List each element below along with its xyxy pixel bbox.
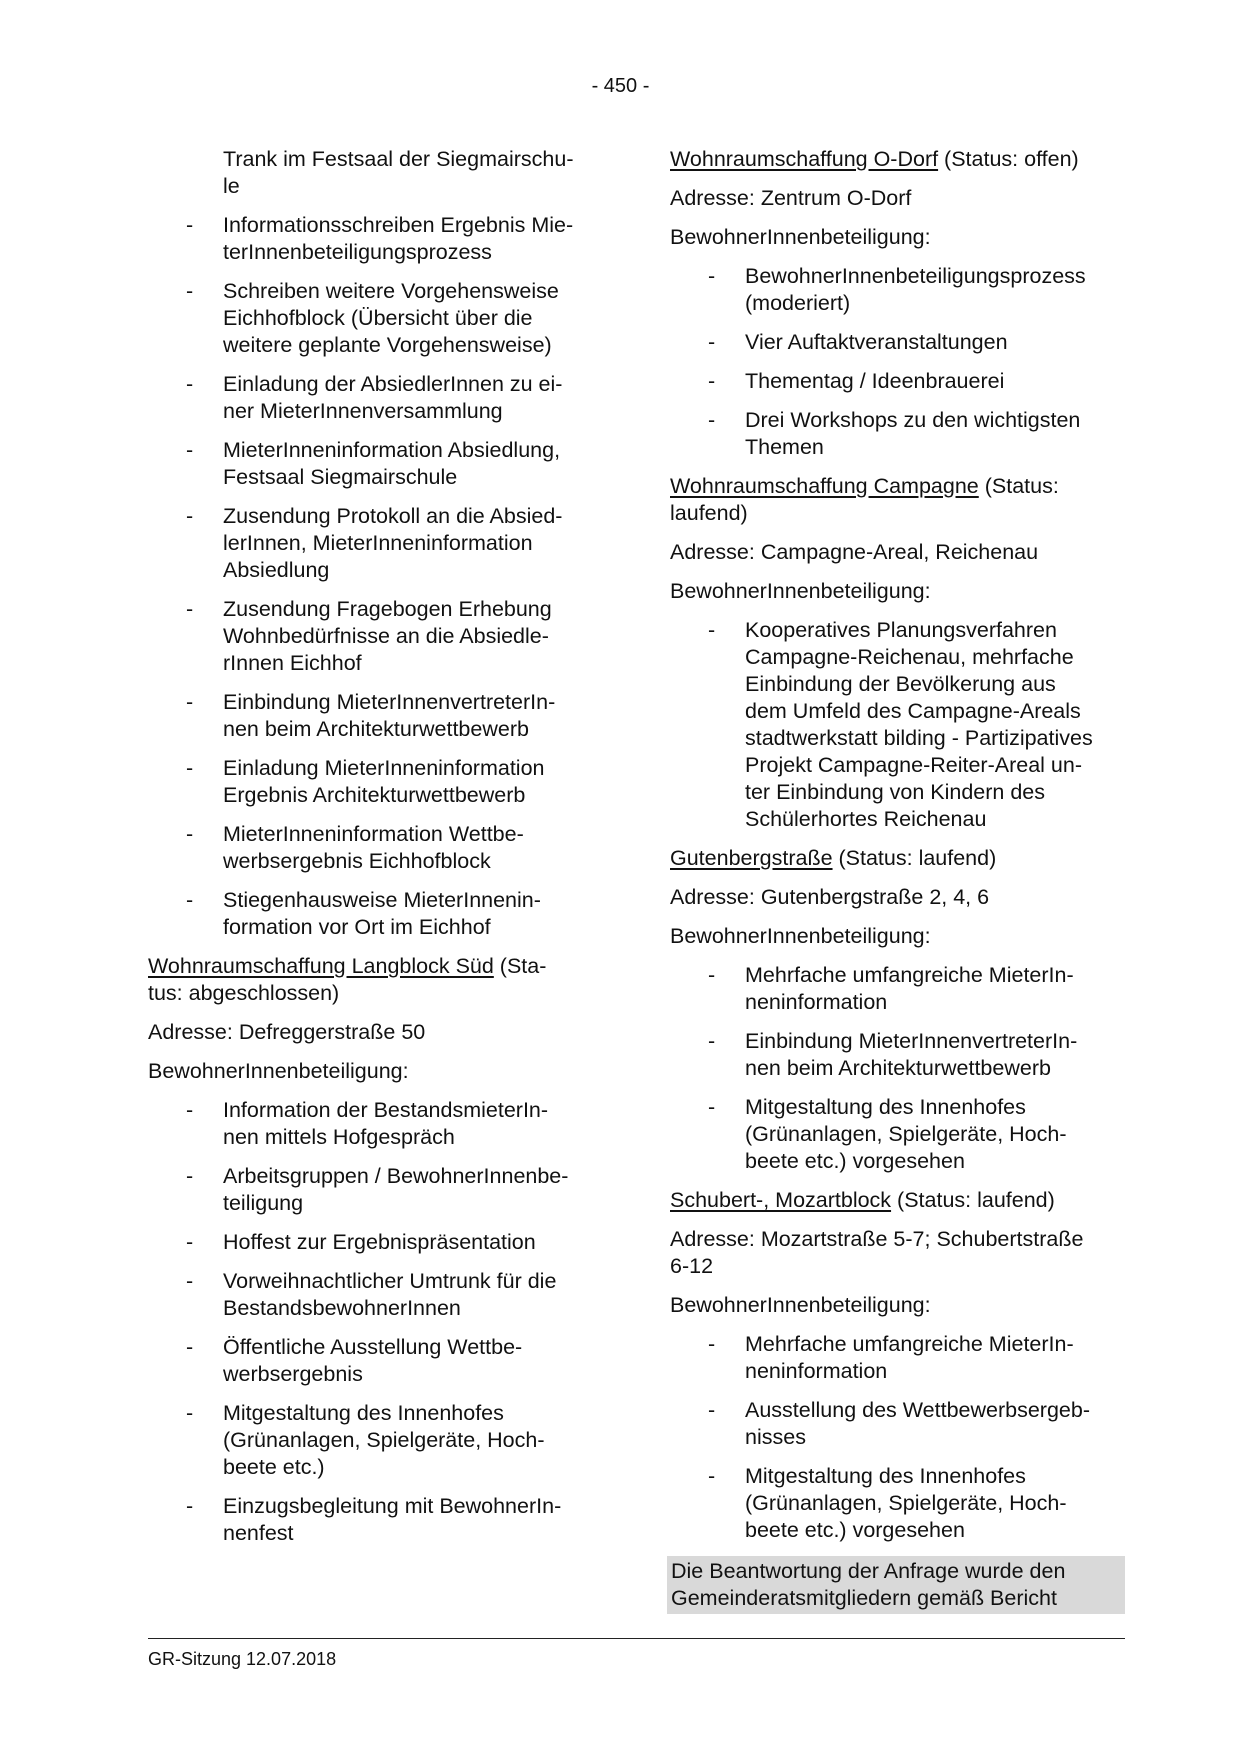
section-heading-langblock-sued <box>148 953 608 1007</box>
list-item: - Einladung MieterInneninformation Ergebnis Architekturwettbewerb <box>148 755 608 809</box>
list-item: - Information der BestandsmieterIn- nen mittels Hofgespräch <box>148 1097 608 1151</box>
footer-session-date: GR-Sitzung 12.07.2018 <box>148 1649 337 1669</box>
list-item: - Einbindung MieterInnenvertreterIn- nen beim Architekturwettbewerb <box>670 1028 1125 1082</box>
section-title-link[interactable]: Gutenbergstraße <box>670 846 833 870</box>
section-heading-gutenbergstrasse <box>670 845 1125 872</box>
list-item: - Informationsschreiben Ergebnis Mie- terInnenbeteiligungsprozess <box>148 212 608 266</box>
section-status: (Status: offen) <box>938 147 1079 171</box>
footer-divider <box>148 1638 1125 1639</box>
participation-label: BewohnerInnenbeteiligung: <box>148 1059 409 1083</box>
section-title-link[interactable]: Wohnraumschaffung O-Dorf <box>670 147 939 171</box>
section-heading-o-dorf <box>670 146 1125 173</box>
list-item: - Arbeitsgruppen / BewohnerInnenbe- teiligung <box>148 1163 608 1217</box>
right-column <box>670 146 1125 1626</box>
section-address: Adresse: Mozartstraße 5-7; Schubertstraße 6-12 <box>670 1227 1084 1278</box>
participation-list <box>670 1331 1125 1544</box>
left-bullet-list <box>148 212 608 941</box>
list-item: - Schreiben weitere Vorgehensweise Eichhofblock (Übersicht über die weitere geplante Vorgehensweise) <box>148 278 608 359</box>
list-item: - Einbindung MieterInnenvertreterIn- nen beim Architekturwettbewerb <box>148 689 608 743</box>
section-status: (Status: laufend) <box>670 474 1059 525</box>
section-status: (Status: laufend) <box>832 846 997 870</box>
participation-list <box>670 617 1125 833</box>
section-status: (Status: laufend) <box>891 1188 1055 1212</box>
list-item: - MieterInneninformation Absiedlung, Festsaal Siegmairschule <box>148 437 608 491</box>
list-item: - Thementag / Ideenbrauerei <box>670 368 1125 395</box>
left-column <box>148 146 608 1559</box>
list-item: - Ausstellung des Wettbewerbsergeb- nisses <box>670 1397 1125 1451</box>
participation-list <box>670 962 1125 1175</box>
list-item: - Mitgestaltung des Innenhofes (Grünanlagen, Spielgeräte, Hoch- beete etc.) <box>148 1400 608 1481</box>
list-item: - Zusendung Fragebogen Erhebung Wohnbedürfnisse an die Absiedle- rInnen Eichhof <box>148 596 608 677</box>
section-status: (Sta- tus: abgeschlossen) <box>148 954 547 1005</box>
participation-label: BewohnerInnenbeteiligung: <box>670 1293 931 1317</box>
section-title-link[interactable]: Wohnraumschaffung Langblock Süd <box>148 954 494 978</box>
list-item: - Vorweihnachtlicher Umtrunk für die BestandsbewohnerInnen <box>148 1268 608 1322</box>
section-title-link[interactable]: Wohnraumschaffung Campagne <box>670 474 979 498</box>
list-item: - Hoffest zur Ergebnispräsentation <box>148 1229 608 1256</box>
list-item: - Öffentliche Ausstellung Wettbe- werbsergebnis <box>148 1334 608 1388</box>
section-heading-campagne <box>670 473 1125 527</box>
list-item: - BewohnerInnenbeteiligungsprozess (moderiert) <box>670 263 1125 317</box>
section-heading-schubert-mozartblock <box>670 1187 1125 1214</box>
section-title-link[interactable]: Schubert-, Mozartblock <box>670 1188 892 1212</box>
list-item: - Mitgestaltung des Innenhofes (Grünanlagen, Spielgeräte, Hoch- beete etc.) vorgesehen <box>670 1463 1125 1544</box>
list-item: - Mitgestaltung des Innenhofes (Grünanlagen, Spielgeräte, Hoch- beete etc.) vorgesehen <box>670 1094 1125 1175</box>
list-item: - Zusendung Protokoll an die Absied- lerInnen, MieterInneninformation Absiedlung <box>148 503 608 584</box>
section-address: Adresse: Zentrum O-Dorf <box>670 186 912 210</box>
section-address: Adresse: Campagne-Areal, Reichenau <box>670 540 1039 564</box>
participation-list <box>670 263 1125 461</box>
list-item: - Einzugsbegleitung mit BewohnerIn- nenfest <box>148 1493 608 1547</box>
list-item: - Kooperatives Planungsverfahren Campagne-Reichenau, mehrfache Einbindung der Bevölkerung aus dem Umfeld des Campagne-Areals stadtwerkstatt bilding - Partizipatives Projekt Campagne-Reiter-Areal un- ter Einbindung von Kindern des Schülerhortes Reichenau <box>670 617 1125 833</box>
participation-list <box>148 1097 608 1547</box>
list-item: - Einladung der AbsiedlerInnen zu ei- ner MieterInnenversammlung <box>148 371 608 425</box>
page-number: - 450 - <box>591 75 650 97</box>
section-address: Adresse: Defreggerstraße 50 <box>148 1020 426 1044</box>
list-item: - Mehrfache umfangreiche MieterIn- neninformation <box>670 1331 1125 1385</box>
closing-note: Die Beantwortung der Anfrage wurde den Gemeinderatsmitgliedern gemäß Bericht <box>667 1556 1125 1614</box>
list-item: - Stiegenhausweise MieterInnenin- formation vor Ort im Eichhof <box>148 887 608 941</box>
list-item: - Mehrfache umfangreiche MieterIn- neninformation <box>670 962 1125 1016</box>
participation-label: BewohnerInnenbeteiligung: <box>670 579 931 603</box>
list-item: - Vier Auftaktveranstaltungen <box>670 329 1125 356</box>
participation-label: BewohnerInnenbeteiligung: <box>670 225 931 249</box>
continued-list-item: Trank im Festsaal der Siegmairschu- le <box>223 147 574 198</box>
section-address: Adresse: Gutenbergstraße 2, 4, 6 <box>670 885 990 909</box>
list-item: - Drei Workshops zu den wichtigsten Themen <box>670 407 1125 461</box>
participation-label: BewohnerInnenbeteiligung: <box>670 924 931 948</box>
list-item: - MieterInneninformation Wettbe- werbsergebnis Eichhofblock <box>148 821 608 875</box>
